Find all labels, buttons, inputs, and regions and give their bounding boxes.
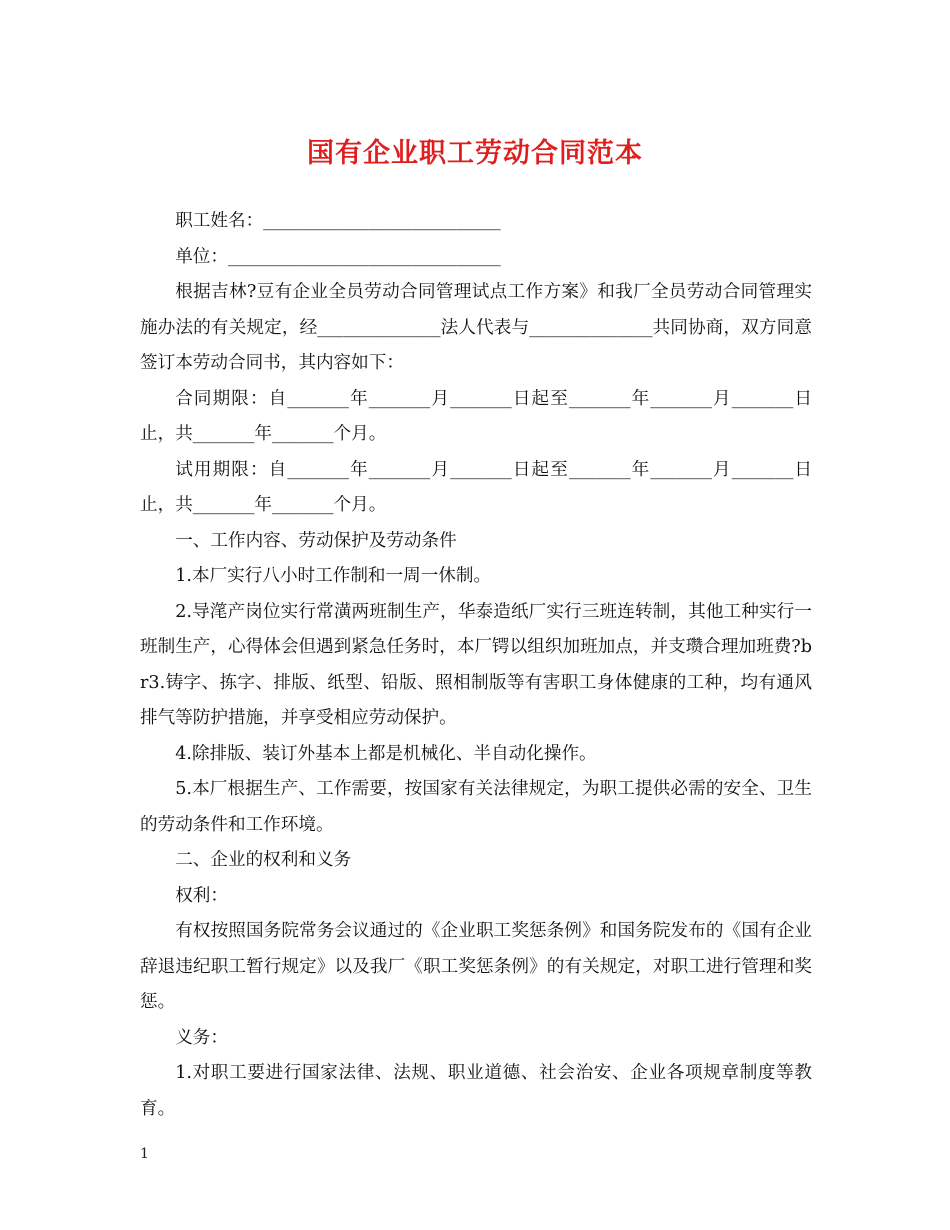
rights-paragraph: 有权按照国务院常务会议通过的《企业职工奖惩条例》和国务院发布的《国有企业辞退违纪职工暂行规定》以及我厂《职工奖惩条例》的有关规定，对职工进行管理和奖惩。 bbox=[140, 921, 812, 1012]
work-clause-1: 1.本厂实行八小时工作制和一周一休制。 bbox=[175, 566, 492, 586]
probation-term-paragraph: 试用期限：自_______年_______月_______日起至_______年_______月_______日止，共_______年_______个月。 bbox=[140, 459, 812, 515]
duties-label: 义务： bbox=[175, 1027, 228, 1048]
contract-term-paragraph: 合同期限：自_______年_______月_______日起至_______年_______月_______日止，共_______年_______个月。 bbox=[140, 388, 812, 444]
employee-name-line: 职工姓名：___________________________ bbox=[175, 211, 501, 231]
preamble-paragraph: 根据吉林?豆有企业全员劳动合同管理试点工作方案》和我厂全员劳动合同管理实施办法的有关规定，经______________法人代表与______________共同协商，双方同意签订本劳动合同书，其内容如下： bbox=[140, 282, 812, 373]
duties-clause-1: 1.对职工要进行国家法律、法规、职业道德、社会治安、企业各项规章制度等教育。 bbox=[140, 1063, 812, 1119]
document-title: 国有企业职工劳动合同范本 bbox=[307, 138, 643, 169]
document-body bbox=[140, 204, 812, 1127]
section-heading-work: 一、工作内容、劳动保护及劳动条件 bbox=[175, 530, 457, 551]
employer-unit-line: 单位：_______________________________ bbox=[175, 246, 501, 267]
work-clause-5: 5.本厂根据生产、工作需要，按国家有关法律规定，为职工提供必需的安全、卫生的劳动条件和工作环境。 bbox=[140, 779, 812, 835]
work-clause-2: 2.导滗产岗位实行常潢两班制生产，华泰造纸厂实行三班连转制，其他工种实行一班制生产，心得体会但遇到紧急任务时，本厂锷以组织加班加点，并支瓒合理加班费?br3.铸字、拣字、排版、纸型、铅版、照相制版等有害职工身体健康的工种，均有通风排气等防护措施，并享受相应劳动保护。 bbox=[140, 601, 812, 728]
section-heading-rights: 二、企业的权利和义务 bbox=[175, 850, 352, 870]
work-clause-4: 4.除排版、装订外基本上都是机械化、半自动化操作。 bbox=[175, 743, 597, 764]
rights-label: 权利： bbox=[175, 885, 228, 906]
page-number: 1 bbox=[140, 1146, 149, 1162]
